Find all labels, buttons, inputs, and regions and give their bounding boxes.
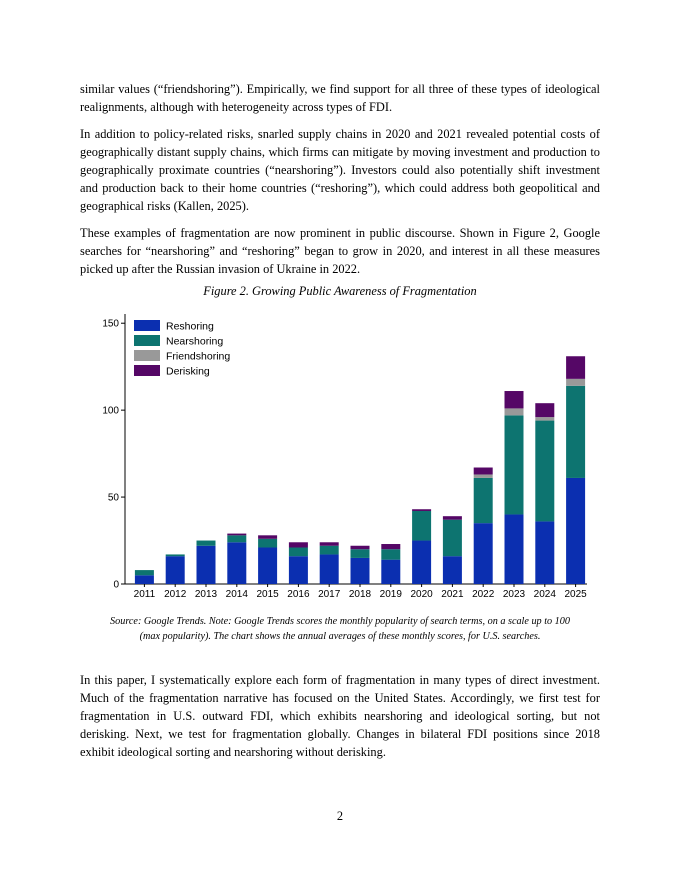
body-text-top: [80, 80, 600, 278]
bar-segment-reshoring: [227, 542, 246, 584]
stacked-bar-chart: [95, 310, 595, 605]
legend-label-friendshoring: Friendshoring: [166, 350, 231, 363]
bar-segment-reshoring: [289, 556, 308, 584]
bar-segment-nearshoring: [566, 386, 585, 478]
paragraph-2: In addition to policy-related risks, snarled supply chains in 2020 and 2021 revealed potential costs of geographically distant supply chains, which firms can mitigate by moving investment and production to geographically proximate countries (“nearshoring”). Investors could also potentially shift investment and production back to their home countries (“reshoring”), which could address both geopolitical and geographical risks (Kallen, 2025).: [80, 127, 600, 213]
bar-segment-nearshoring: [320, 546, 339, 555]
x-tick-label: 2014: [225, 589, 248, 600]
bar-segment-derisking: [443, 516, 462, 519]
paragraph-4: In this paper, I systematically explore each form of fragmentation in many types of direct investment. Much of the fragmentation narrative has focused on the United States. Accordingly, we first test for fragmentation in U.S. outward FDI, which exhibits nearshoring and ideological sorting, but not derisking. Next, we test for fragmentation globally. Changes in bilateral FDI positions since 2018 exhibit ideological sorting and nearshoring without derisking.: [80, 673, 600, 759]
legend-label-reshoring: Reshoring: [166, 320, 214, 333]
x-tick-label: 2016: [287, 589, 310, 600]
bar-segment-nearshoring: [289, 547, 308, 556]
bar-segment-nearshoring: [197, 541, 216, 546]
bar-segment-derisking: [474, 468, 493, 475]
legend-swatch-friendshoring: [134, 350, 160, 361]
bar-segment-nearshoring: [135, 570, 154, 575]
bar-segment-friendshoring: [474, 474, 493, 477]
bar-segment-derisking: [227, 534, 246, 536]
y-tick-label: 100: [102, 405, 119, 417]
page-number: 2: [336, 809, 344, 823]
x-tick-label: 2019: [379, 589, 402, 600]
x-tick-label: 2022: [472, 589, 495, 600]
bar-segment-nearshoring: [258, 539, 277, 548]
legend-label-nearshoring: Nearshoring: [166, 335, 224, 348]
bar-segment-derisking: [351, 546, 370, 549]
bar-segment-derisking: [412, 509, 431, 511]
bar-segment-reshoring: [381, 560, 400, 584]
legend-swatch-reshoring: [134, 320, 160, 331]
bar-segment-reshoring: [351, 558, 370, 584]
bar-segment-reshoring: [443, 556, 462, 584]
bar-segment-nearshoring: [166, 554, 185, 556]
legend-label-derisking: Derisking: [166, 365, 210, 378]
bar-segment-nearshoring: [227, 535, 246, 542]
bar-segment-derisking: [505, 391, 524, 408]
y-tick-label: 150: [102, 318, 119, 330]
bar-segment-reshoring: [166, 556, 185, 584]
bar-segment-nearshoring: [351, 549, 370, 558]
y-tick-label: 0: [113, 579, 119, 591]
bar-segment-reshoring: [566, 478, 585, 584]
x-tick-label: 2012: [164, 589, 187, 600]
bar-segment-derisking: [535, 403, 554, 417]
x-tick-label: 2020: [410, 589, 433, 600]
x-tick-label: 2015: [256, 589, 279, 600]
bar-segment-reshoring: [197, 546, 216, 584]
bar-segment-reshoring: [135, 575, 154, 584]
bar-segment-nearshoring: [474, 478, 493, 523]
y-tick-label: 50: [107, 492, 119, 504]
bar-segment-friendshoring: [566, 379, 585, 386]
bar-segment-reshoring: [505, 514, 524, 584]
bar-segment-nearshoring: [443, 520, 462, 557]
bar-segment-derisking: [566, 356, 585, 379]
legend-swatch-derisking: [134, 365, 160, 376]
paragraph-1: similar values (“friendshoring”). Empirically, we find support for all three of these types of ideological realignments, although with heterogeneity across types of FDI.: [80, 82, 600, 114]
bar-segment-reshoring: [535, 521, 554, 584]
x-tick-label: 2025: [564, 589, 587, 600]
bar-segment-reshoring: [320, 554, 339, 584]
bar-segment-reshoring: [412, 541, 431, 584]
x-tick-label: 2017: [318, 589, 341, 600]
bar-segment-derisking: [320, 542, 339, 545]
bar-segment-reshoring: [258, 547, 277, 584]
bar-segment-reshoring: [474, 523, 493, 584]
bar-segment-nearshoring: [381, 549, 400, 559]
source-line-2: (max popularity). The chart shows the annual averages of these monthly scores, for U.S. searches.: [139, 631, 541, 642]
x-tick-label: 2013: [194, 589, 218, 600]
bar-segment-nearshoring: [535, 421, 554, 522]
x-tick-label: 2023: [502, 589, 526, 600]
x-tick-label: 2021: [441, 589, 464, 600]
x-tick-label: 2011: [133, 589, 156, 600]
x-tick-label: 2024: [533, 589, 556, 600]
bar-segment-friendshoring: [535, 417, 554, 420]
bar-segment-friendshoring: [505, 408, 524, 415]
bar-segment-nearshoring: [505, 415, 524, 514]
figure-source-note: [80, 614, 600, 644]
bar-segment-derisking: [258, 535, 277, 538]
x-tick-label: 2018: [348, 589, 372, 600]
figure-caption: Figure 2. Growing Public Awareness of Fragmentation: [203, 284, 477, 298]
legend-swatch-nearshoring: [134, 335, 160, 346]
source-line-1: Source: Google Trends. Note: Google Trends scores the monthly popularity of search terms, on a scale up to 100: [110, 616, 570, 627]
bar-segment-nearshoring: [412, 511, 431, 541]
paragraph-3: These examples of fragmentation are now prominent in public discourse. Shown in Figure 2, Google searches for “nearshoring” and “reshoring” began to grow in 2020, and interest in all these measures picked up after the Russian invasion of Ukraine in 2022.: [80, 226, 600, 276]
bar-segment-derisking: [289, 542, 308, 547]
bar-segment-derisking: [381, 544, 400, 549]
